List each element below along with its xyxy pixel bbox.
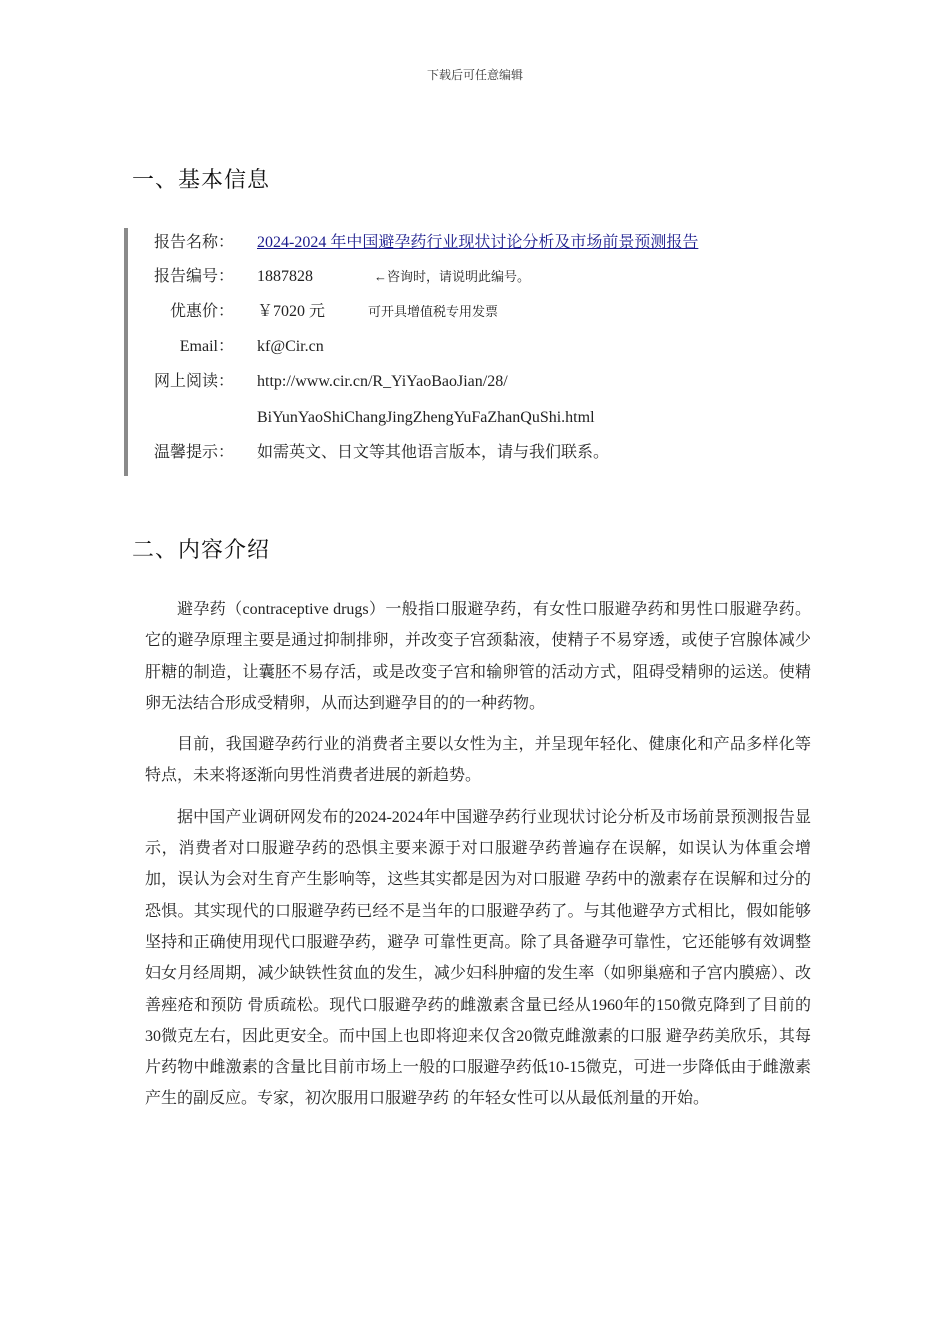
intro-paragraph-3: 据中国产业调研网发布的2024-2024年中国避孕药行业现状讨论分析及市场前景预测报告显示，消费者对口服避孕药的恐惧主要来源于对口服避孕药普遍存在误解，如误认为体重会增加，误认为会对生育产生影响等，这些其实都是因为对口服避 孕药中的激素存在误解和过分的恐惧。其实现代的口服避孕药已经不是当年的口服避孕药了。与其他避孕方式相比，假如能够坚持和正确使用现代口服避孕药，避孕 可靠性更高。除了具备避孕可靠性，它还能够有效调整妇女月经周期，减少缺铁性贫血的发生，减少妇科肿瘤的发生率（如卵巢癌和子宫内膜癌）、改善痤疮和预防 骨质疏松。现代口服避孕药的雌激素含量已经从1960年的150微克降到了目前的30微克左右，因此更安全。而中国上也即将迎来仅含20微克雌激素的口服 避孕药美欣乐，其每片药物中雌激素的含量比目前市场上一般的口服避孕药低10-15微克，可进一步降低由于雌激素产生的副反应。专家，初次服用口服避孕药 的年轻女性可以从最低剂量的开始。 xyxy=(145,808,811,1108)
section-heading-basic-info: 一、基本信息 xyxy=(132,168,271,193)
content-intro-body xyxy=(145,594,811,1125)
basic-info-block xyxy=(124,228,818,476)
report-number-note: ←咨询时，请说明此编号。 xyxy=(374,269,531,284)
email-label: Email： xyxy=(179,338,234,355)
tip-label: 温馨提示： xyxy=(153,444,234,461)
tip-value: 如需英文、日文等其他语言版本，请与我们联系。 xyxy=(257,444,610,461)
intro-paragraph-1: 避孕药（contraceptive drugs）一般指口服避孕药，有女性口服避孕药和男性口服避孕药。它的避孕原理主要是通过抑制排卵，并改变子宫颈黏液，使精子不易穿透，或使子宫腺体减少肝糖的制造，让囊胚不易存活，或是改变子宫和输卵管的活动方式，阻碍受精卵的运送。使精卵无法结合形成受精卵，从而达到避孕目的的一种药物。 xyxy=(145,601,811,712)
online-reading-url-line2[interactable]: BiYunYaoShiChangJingZhengYuFaZhanQuShi.html xyxy=(257,409,595,426)
invoice-note: 可开具增值税专用发票 xyxy=(368,304,499,319)
email-value[interactable]: kf@Cir.cn xyxy=(257,338,324,355)
section-heading-content-intro: 二、内容介绍 xyxy=(132,538,271,563)
report-name-label: 报告名称： xyxy=(153,234,234,251)
online-reading-label: 网上阅读： xyxy=(153,373,234,390)
price-value: ￥7020 元 xyxy=(257,303,326,320)
page-header-note: 下载后可任意编辑 xyxy=(426,68,523,82)
report-number-value: 1887828 xyxy=(257,268,313,285)
report-number-label: 报告编号： xyxy=(153,268,234,285)
price-label: 优惠价： xyxy=(169,303,234,320)
online-reading-url-line1[interactable]: http://www.cir.cn/R_YiYaoBaoJian/28/ xyxy=(257,373,508,390)
report-name-link[interactable]: 2024-2024 年中国避孕药行业现状讨论分析及市场前景预测报告 xyxy=(257,234,699,251)
intro-paragraph-2: 目前，我国避孕药行业的消费者主要以女性为主，并呈现年轻化、健康化和产品多样化等特点，未来将逐渐向男性消费者进展的新趋势。 xyxy=(145,736,811,785)
